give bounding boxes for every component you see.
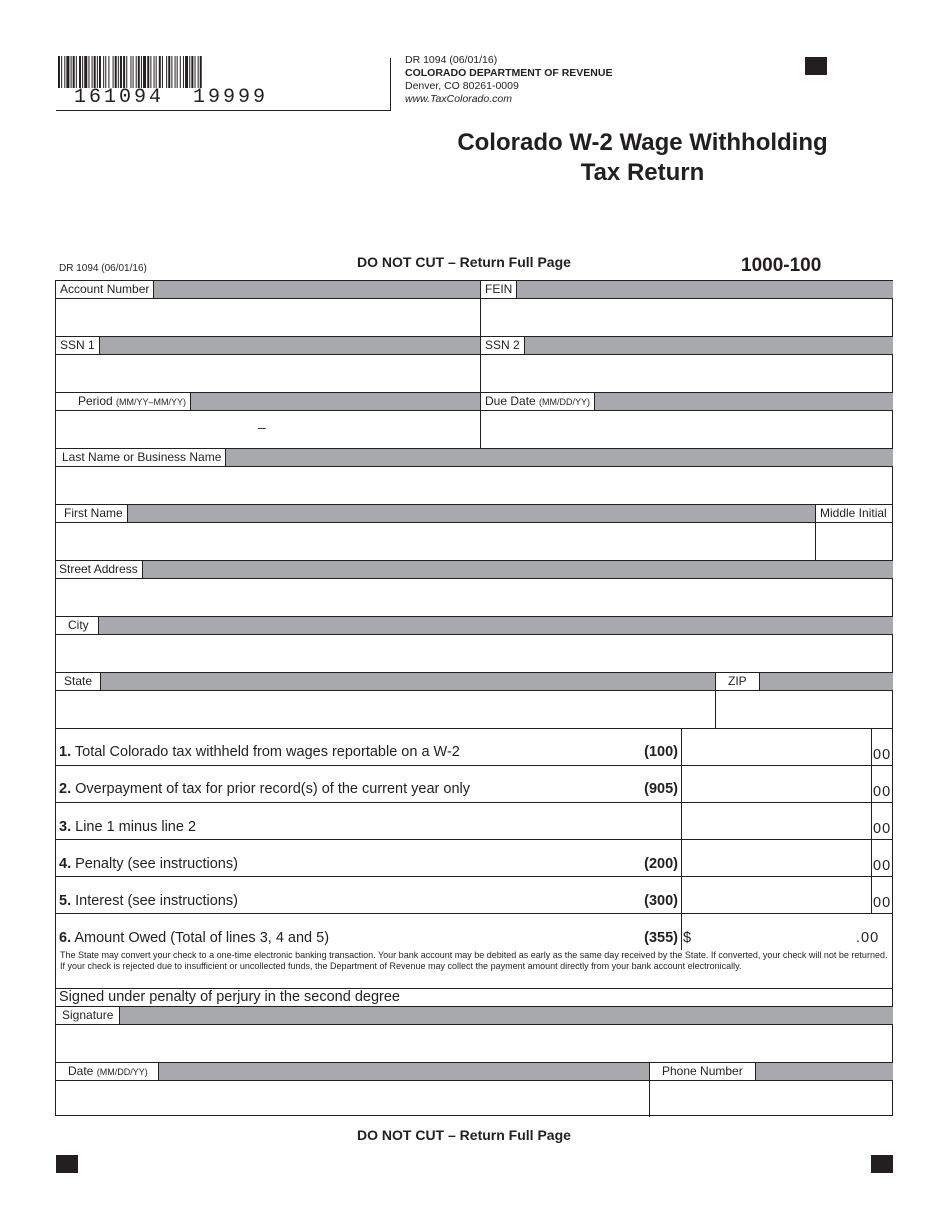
account-number-label: Account Number	[56, 281, 154, 298]
return-form	[55, 280, 893, 1116]
header-block	[405, 54, 612, 106]
ssn1-label-bar	[56, 337, 480, 354]
last-name-label: Last Name or Business Name	[56, 449, 226, 466]
middle-initial-field[interactable]	[816, 523, 893, 560]
line-4-text: Penalty (see instructions)	[75, 856, 238, 872]
signature-field[interactable]	[56, 1025, 893, 1062]
line-4-cents: 00	[873, 858, 892, 874]
state-label: State	[56, 673, 101, 690]
line-6-amount-field[interactable]	[694, 914, 854, 950]
state-field[interactable]	[56, 691, 715, 728]
street-label: Street Address	[56, 561, 143, 578]
line-3-label	[59, 819, 196, 835]
line-2-amount-field[interactable]	[682, 766, 871, 802]
header-address: Denver, CO 80261-0009	[405, 80, 519, 92]
return-form-code: DR 1094 (06/01/16)	[59, 263, 147, 274]
due-date-field[interactable]	[481, 411, 893, 448]
line-3-amount-field[interactable]	[682, 803, 871, 839]
perjury-statement: Signed under penalty of perjury in the second degree	[59, 989, 400, 1005]
line-5-amount-field[interactable]	[682, 877, 871, 913]
ssn1-field[interactable]	[56, 355, 480, 392]
signature-label-bar	[56, 1007, 893, 1024]
line-6-dollar-sign: $	[683, 930, 692, 946]
line-4-code: (200)	[644, 856, 678, 872]
due-date-hint: (MM/DD/YY)	[539, 397, 591, 407]
line-2-number: 2.	[59, 781, 72, 797]
line-4-number: 4.	[59, 856, 72, 872]
due-date-label-text: Due Date	[485, 394, 536, 408]
line-1-code: (100)	[644, 744, 678, 760]
date-field[interactable]	[56, 1081, 649, 1115]
first-name-field[interactable]	[56, 523, 815, 560]
line-2-cents: 00	[873, 784, 892, 800]
ssn2-field[interactable]	[481, 355, 893, 392]
line-4-amount-field[interactable]	[682, 840, 871, 876]
first-name-label-bar	[56, 505, 815, 522]
due-date-label	[481, 393, 595, 410]
period-label	[56, 393, 191, 410]
fein-label-bar	[481, 281, 893, 298]
fein-label: FEIN	[481, 281, 517, 298]
form-number: 1000-100	[741, 255, 822, 276]
line-5-cents: 00	[873, 895, 892, 911]
period-label-text: Period	[78, 394, 113, 408]
line-1-label	[59, 744, 460, 760]
line-2-label	[59, 781, 470, 797]
ssn2-label-bar	[481, 337, 893, 354]
period-separator: –	[258, 419, 266, 435]
last-name-field[interactable]	[56, 467, 893, 504]
do-not-cut-top: DO NOT CUT – Return Full Page	[357, 254, 571, 270]
line-6-code: (355)	[644, 930, 678, 946]
header-form-code: DR 1094 (06/01/16)	[405, 54, 498, 66]
line-5-code: (300)	[644, 893, 678, 909]
line-5-text: Interest (see instructions)	[75, 893, 238, 909]
line-2-text: Overpayment of tax for prior record(s) of the current year only	[75, 781, 471, 797]
header-website[interactable]: www.TaxColorado.com	[405, 93, 512, 105]
ssn1-label: SSN 1	[56, 337, 100, 354]
check-conversion-notice: The State may convert your check to a one-time electronic banking transaction. Your bank account may be debited as early as the same day received by the State. If converted, your check will not be returned. If your check is rejected due to insufficient or uncollected funds, the Department of Revenue may collect the payment amount directly from your bank account electronically.	[60, 950, 888, 971]
zip-field[interactable]	[716, 691, 893, 728]
line-5-label	[59, 893, 238, 909]
line-6-label	[59, 930, 329, 946]
line-4-label	[59, 856, 238, 872]
line-6-text: Amount Owed (Total of lines 3, 4 and 5)	[74, 930, 330, 946]
ssn2-label: SSN 2	[481, 337, 525, 354]
period-hint: (MM/YY–MM/YY)	[116, 397, 187, 407]
title-line-2: Tax Return	[580, 159, 705, 186]
registration-marker-bottom-left	[56, 1155, 78, 1173]
street-label-bar	[56, 561, 893, 578]
date-label-text: Date	[68, 1064, 94, 1078]
line-6-cents: .00	[856, 930, 880, 946]
line-6-number: 6.	[59, 930, 72, 946]
registration-marker-top-right	[805, 57, 827, 75]
city-field[interactable]	[56, 635, 893, 672]
period-end-field[interactable]	[271, 411, 480, 448]
registration-marker-bottom-right	[871, 1155, 893, 1173]
page-title	[440, 128, 845, 188]
city-label: City	[56, 617, 99, 634]
barcode	[58, 56, 310, 88]
phone-label: Phone Number	[650, 1063, 756, 1080]
line-1-number: 1.	[59, 744, 72, 760]
signature-label: Signature	[56, 1007, 120, 1024]
barcode-number: 161094 19999	[74, 86, 269, 109]
do-not-cut-bottom: DO NOT CUT – Return Full Page	[357, 1127, 571, 1143]
city-label-bar	[56, 617, 893, 634]
barcode-rule	[56, 110, 391, 111]
line-1-cents: 00	[873, 747, 892, 763]
line-2-code: (905)	[644, 781, 678, 797]
period-start-field[interactable]	[56, 411, 256, 448]
line-1-amount-field[interactable]	[682, 729, 871, 765]
title-line-1: Colorado W-2 Wage Withholding	[457, 129, 828, 156]
line-3-cents: 00	[873, 821, 892, 837]
header-department: COLORADO DEPARTMENT OF REVENUE	[405, 67, 613, 79]
zip-label: ZIP	[716, 673, 760, 690]
account-number-field[interactable]	[56, 299, 480, 336]
date-label	[56, 1063, 159, 1080]
first-name-label: First Name	[56, 505, 128, 522]
fein-field[interactable]	[481, 299, 893, 336]
line-3-text: Line 1 minus line 2	[75, 819, 197, 835]
phone-field[interactable]	[650, 1081, 893, 1115]
line-5-number: 5.	[59, 893, 72, 909]
line-1-text: Total Colorado tax withheld from wages reportable on a W-2	[74, 744, 460, 760]
street-field[interactable]	[56, 579, 893, 616]
state-label-bar	[56, 673, 715, 690]
middle-initial-label: Middle Initial	[816, 505, 891, 522]
date-hint: (MM/DD/YY)	[96, 1067, 148, 1077]
header-divider	[390, 58, 391, 111]
line-3-number: 3.	[59, 819, 72, 835]
